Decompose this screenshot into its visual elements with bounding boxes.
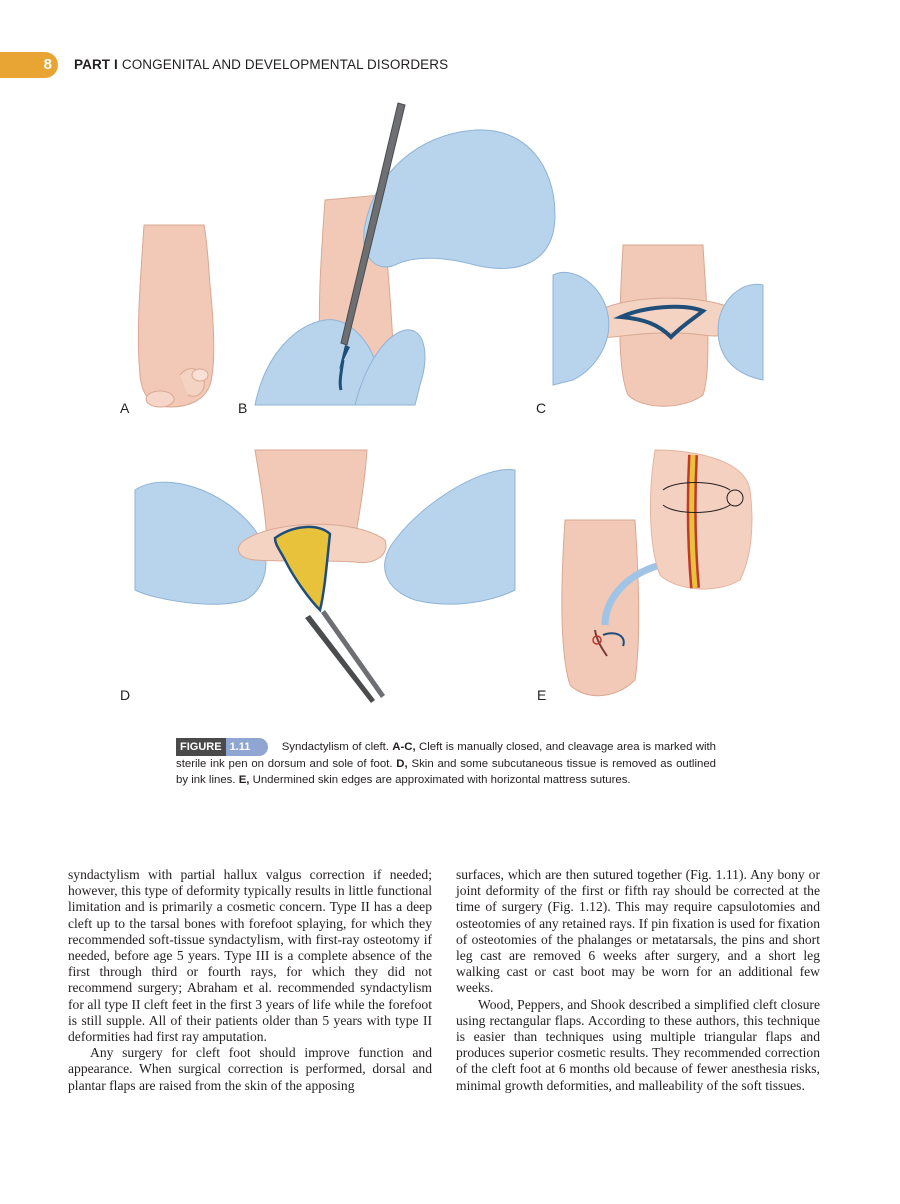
panel-b-illustration: [255, 105, 555, 410]
caption-text-d: Skin and some subcutaneous tissue is removed as outlined by ink lines.: [176, 758, 716, 786]
caption-key-d: D,: [396, 758, 408, 770]
figure-label: [176, 738, 268, 756]
caption-text-e: Undermined skin edges are approximated with horizontal mattress sutures.: [249, 774, 631, 786]
panel-label-e: E: [537, 687, 547, 703]
panel-label-a: A: [120, 400, 130, 416]
panel-c-illustration: [553, 245, 763, 410]
caption-key-ac: A-C,: [392, 741, 416, 754]
paragraph: Any surgery for cleft foot should improve function and appearance. When surgical correction is performed, dorsal and plantar flaps are raised from the skin of the apposing: [68, 1045, 432, 1093]
running-head: [74, 52, 448, 78]
panel-d-illustration: [135, 450, 515, 725]
panel-e-illustration: [555, 450, 770, 700]
running-header: [0, 52, 900, 78]
caption-text-ac: Cleft is manually closed, and cleavage area is marked with sterile ink pen on dorsum and sole of foot.: [176, 741, 716, 770]
page-number: 8: [0, 52, 58, 78]
paragraph: Wood, Peppers, and Shook described a simplified cleft closure using rectangular flaps. According to these authors, this technique is easier than techniques using multiple triangular flaps and produces superior cosmetic results. They recommended correction of the cleft foot at 6 months old because of fewer anesthesia risks, minimal growth deformities, and malleability of the soft tissues.: [456, 996, 820, 1093]
figure-caption: [176, 738, 716, 788]
caption-title: Syndactylism of cleft.: [281, 741, 389, 754]
panel-label-c: C: [536, 400, 547, 416]
body-column-right: [456, 867, 820, 1094]
part-label: PART I: [74, 57, 118, 72]
part-title: CONGENITAL AND DEVELOPMENTAL DISORDERS: [121, 57, 449, 72]
panel-label-d: D: [120, 687, 131, 703]
figure-1-11: [0, 95, 900, 735]
figure-label-word: FIGURE: [176, 738, 226, 756]
paragraph: syndactylism with partial hallux valgus correction if needed; however, this type of deformity typically results in little functional limitation and is primarily a cosmetic concern. Type II has a deep cleft up to the tarsal bones with forefoot splaying, for which they recommended soft-tissue syndactylism, with first-ray osteotomy if needed, before age 5 years. Type III is a complete absence of the first through third or fourth rays, for which they did not recommend surgery; Abraham et al. recommended syndactylism for all type II cleft feet in the first 3 years of life while the forefoot is still supple. All of their patients older than 5 years with type II deformities had first ray amputation.: [68, 867, 432, 1045]
panel-a-illustration: [130, 225, 220, 410]
figure-label-number: 1.11: [226, 738, 269, 756]
panel-label-b: B: [238, 400, 248, 416]
paragraph: surfaces, which are then sutured together (Fig. 1.11). Any bony or joint deformity of the first or fifth ray should be corrected at the time of surgery (Fig. 1.12). This may require capsulotomies and osteotomies of any retained rays. If pin fixation is used for fixation of osteotomies of the phalanges or metatarsals, the pins and short leg cast are removed 6 weeks after surgery, and a short leg walking cast or cast boot may be worn for an additional few weeks.: [456, 867, 820, 996]
body-column-left: [68, 867, 432, 1094]
caption-key-e: E,: [238, 774, 250, 786]
